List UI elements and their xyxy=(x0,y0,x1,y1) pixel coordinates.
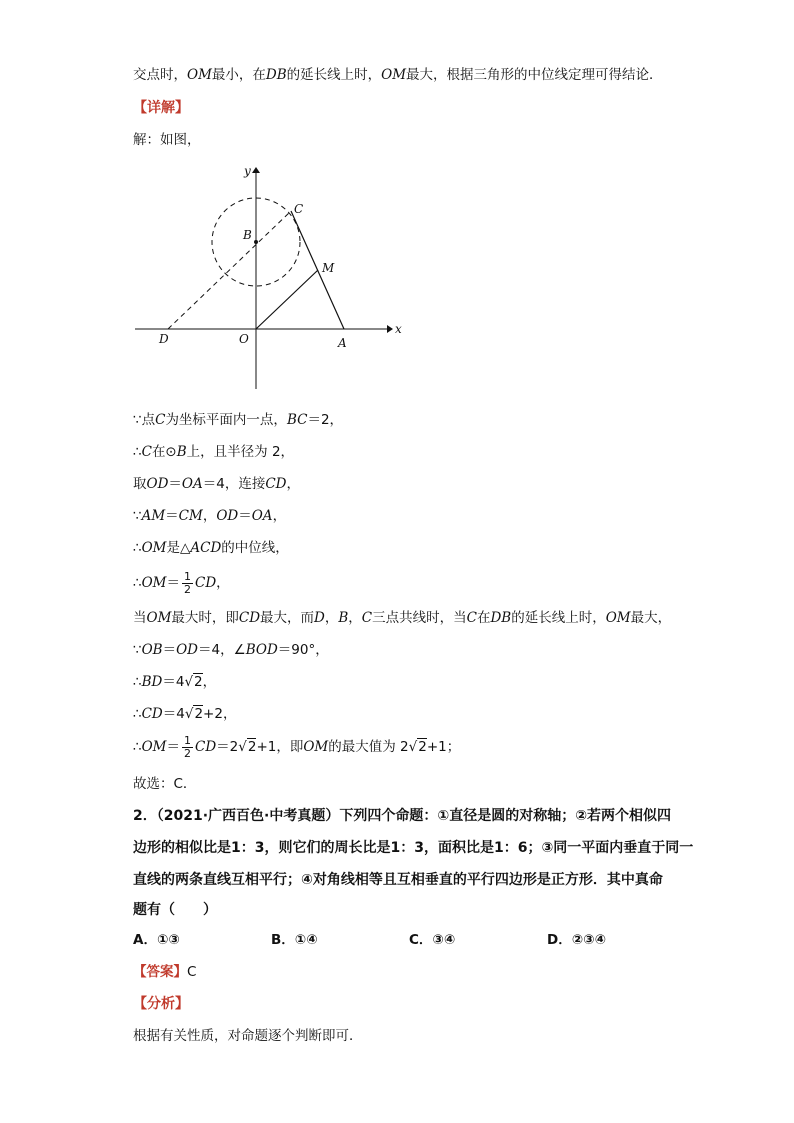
var: OD xyxy=(176,642,198,658)
var: DB xyxy=(490,610,512,626)
text: ， xyxy=(286,476,300,492)
denominator: 2 xyxy=(183,746,191,760)
var: CD xyxy=(194,575,217,591)
var: OM xyxy=(381,67,407,83)
line-8 xyxy=(133,640,329,660)
var: OD xyxy=(216,508,239,524)
radicand: 2 xyxy=(194,706,204,722)
var: AM xyxy=(141,508,166,524)
y-axis-arrow xyxy=(252,167,260,173)
label-o: O xyxy=(239,332,249,346)
text: ＝2 xyxy=(216,739,239,755)
denominator: 2 xyxy=(183,582,191,596)
text: 最大时，即 xyxy=(171,610,239,626)
text: ＝4，连接 xyxy=(202,476,266,492)
numerator: 1 xyxy=(183,733,191,747)
var: OA xyxy=(181,476,203,492)
line-6 xyxy=(133,568,230,598)
var: OM xyxy=(605,610,631,626)
text: ＝ xyxy=(162,642,177,658)
var: DB xyxy=(265,67,287,83)
text: ＝4，∠ xyxy=(198,642,246,658)
var: BOD xyxy=(245,642,278,658)
text: 最大，根据三角形的中位线定理可得结论． xyxy=(406,67,663,83)
q2-line-3: 直线的两条直线互相平行；④对角线相等且互相垂直的平行四边形是正方形．其中真命 xyxy=(133,872,663,888)
text: ∵ xyxy=(133,642,142,658)
var: C xyxy=(141,444,152,460)
text: ＝2， xyxy=(307,412,344,428)
fraction xyxy=(182,571,193,596)
var: CM xyxy=(178,508,203,524)
text: 最大， xyxy=(630,610,672,626)
text: 最小，在 xyxy=(211,67,266,83)
var: CD xyxy=(265,476,287,492)
text: +2， xyxy=(203,706,237,722)
analysis-label: 【分析】 xyxy=(133,996,189,1012)
line-11 xyxy=(133,732,460,762)
var: C xyxy=(361,610,373,626)
answer-label: 【答案】 xyxy=(133,964,187,980)
var: CD xyxy=(238,610,261,626)
text: ∵点 xyxy=(133,412,156,428)
var: CD xyxy=(141,706,163,722)
label-x: x xyxy=(395,322,402,336)
sqrt-symbol: √ xyxy=(184,706,194,722)
var: CD xyxy=(194,739,217,755)
sqrt-symbol: √ xyxy=(238,739,247,755)
sqrt-symbol: √ xyxy=(184,674,194,690)
line-om xyxy=(256,270,318,329)
text: ＝4 xyxy=(162,674,185,690)
label-c: C xyxy=(294,202,304,216)
label-m: M xyxy=(322,261,335,275)
text: ＝ xyxy=(168,476,182,492)
label-b: B xyxy=(243,228,252,242)
radicand: 2 xyxy=(194,674,203,690)
text: ， xyxy=(202,674,217,690)
var: OM xyxy=(141,739,167,755)
answer-line xyxy=(133,962,196,982)
text: 的延长线上时， xyxy=(511,610,606,626)
var: BD xyxy=(141,674,163,690)
text: ， xyxy=(216,575,230,591)
var: OD xyxy=(146,476,169,492)
text: 的最大值为 2 xyxy=(328,739,409,755)
var: C xyxy=(155,412,166,428)
var: B xyxy=(338,610,349,626)
text: ， xyxy=(348,610,362,626)
label-y: y xyxy=(244,164,251,178)
text: ＝ xyxy=(165,508,179,524)
var: OB xyxy=(141,642,163,658)
var: B xyxy=(176,444,187,460)
line-9 xyxy=(133,672,216,692)
fraction xyxy=(182,735,193,760)
text: 最大，而 xyxy=(260,610,315,626)
text: +1，即 xyxy=(256,739,304,755)
text: 当 xyxy=(133,610,147,626)
answer-value: C xyxy=(187,964,197,980)
analysis-text: 根据有关性质，对命题逐个判断即可． xyxy=(133,1028,363,1044)
option-b: B．①④ xyxy=(271,932,318,948)
var: OM xyxy=(187,67,212,83)
line-4 xyxy=(133,506,286,526)
var: OM xyxy=(141,540,167,556)
text: ∴ xyxy=(133,575,142,591)
text: ＝4 xyxy=(162,706,185,722)
line-7 xyxy=(133,608,671,628)
geometry-figure xyxy=(125,155,415,395)
text: ＝90°， xyxy=(277,642,329,658)
option-d: D．②③④ xyxy=(547,932,606,948)
text: ， xyxy=(324,610,339,626)
text: 三点共线时，当 xyxy=(372,610,467,626)
line-1 xyxy=(133,410,343,430)
var: C xyxy=(466,610,477,626)
intro-line xyxy=(133,65,663,85)
text: 在 xyxy=(476,610,491,626)
text: ＝ xyxy=(166,575,180,591)
var: OM xyxy=(303,739,329,755)
x-axis-arrow xyxy=(387,325,393,333)
point-b xyxy=(254,240,258,244)
var: OM xyxy=(141,575,167,591)
q2-line-2: 边形的相似比是1：3，则它们的周长比是1：3，面积比是1：6；③同一平面内垂直于同一 xyxy=(133,840,694,856)
solve-label: 解：如图， xyxy=(133,132,201,148)
text: 为坐标平面内一点， xyxy=(165,412,287,428)
var: ACD xyxy=(190,540,222,556)
heading-detail: 【详解】 xyxy=(133,100,189,116)
option-a: A．①③ xyxy=(133,932,180,948)
text: ＝ xyxy=(238,508,252,524)
text: ， xyxy=(202,508,217,524)
text: ∴ xyxy=(133,674,142,690)
text: ∴ xyxy=(133,739,142,755)
text: ， xyxy=(272,508,287,524)
text: 取 xyxy=(133,476,147,492)
var: OM xyxy=(146,610,172,626)
option-c: C．③④ xyxy=(409,932,456,948)
var: D xyxy=(314,610,325,626)
label-a: A xyxy=(338,336,347,350)
radicand: 2 xyxy=(247,739,257,755)
text: 在⊙ xyxy=(151,444,177,460)
text: 是△ xyxy=(166,540,191,556)
q2-line-1: 2．（2021·广西百色·中考真题）下列四个命题：①直径是圆的对称轴；②若两个相似四 xyxy=(133,808,672,824)
line-dc xyxy=(168,211,291,329)
text: 交点时， xyxy=(133,67,187,83)
text: ∴ xyxy=(133,706,142,722)
line-12: 故选：C． xyxy=(133,776,197,792)
numerator: 1 xyxy=(183,569,191,583)
text: ∵ xyxy=(133,508,142,524)
text: 的中位线， xyxy=(221,540,289,556)
var: BC xyxy=(286,412,308,428)
var: OA xyxy=(251,508,273,524)
sqrt-symbol: √ xyxy=(408,739,418,755)
text: +1； xyxy=(426,739,461,755)
text: 上，且半径为 2， xyxy=(186,444,295,460)
q2-line-4: 题有（ ） xyxy=(133,902,217,918)
text: ∴ xyxy=(133,444,142,460)
text: 的延长线上时， xyxy=(286,67,382,83)
radicand: 2 xyxy=(418,739,427,755)
line-5 xyxy=(133,538,289,558)
line-3 xyxy=(133,474,300,494)
label-d: D xyxy=(159,332,169,346)
text: ＝ xyxy=(166,739,180,755)
line-10 xyxy=(133,704,236,724)
text: ∴ xyxy=(133,540,142,556)
line-2 xyxy=(133,442,294,462)
